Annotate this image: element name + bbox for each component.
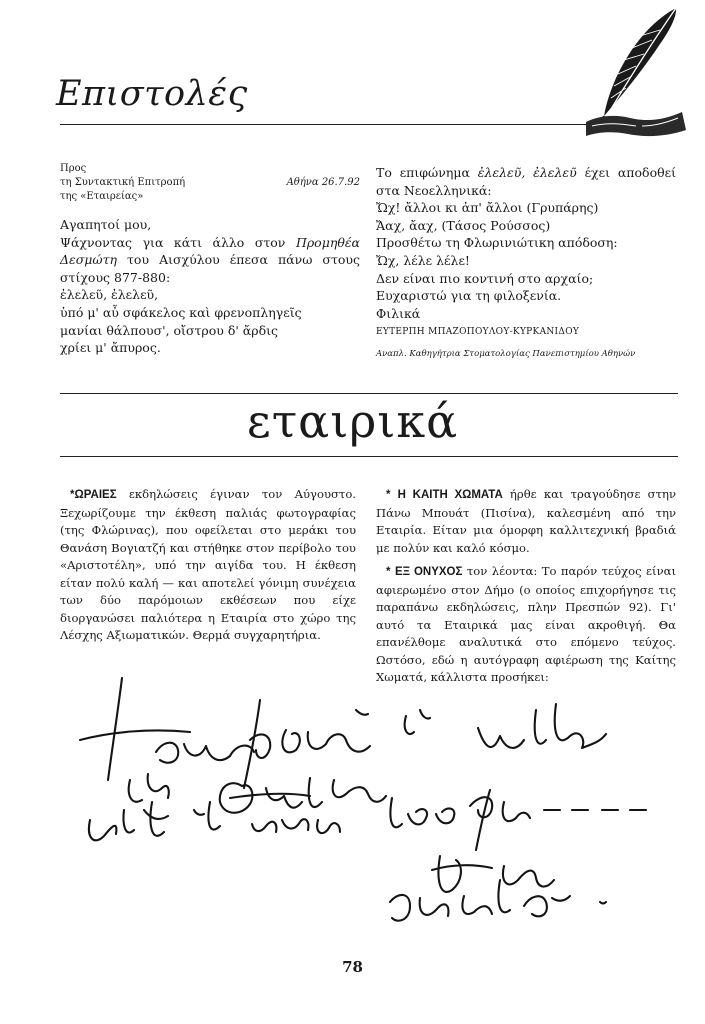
- news-column-right: [376, 486, 676, 693]
- section-title: εταιρικά: [246, 394, 459, 448]
- letter-line: Ὤχ! ἄλλοι κι ἀπ' ἄλλοι (Γρυπάρης): [376, 200, 599, 216]
- quote-line: χρίει μ' ἄπυρος.: [60, 340, 161, 356]
- signature-name: ΕΥΤΕΡΠΗ ΜΠΑΖΟΠΟΥΛΟΥ-ΚΥΡΚΑΝΙΔΟΥ: [376, 327, 580, 338]
- news-column-left: [60, 486, 356, 651]
- letter-paragraph: Το επιφώνημα ἐλελεῦ, ἐλελεῦ έχει αποδοθεί στα Νεοελληνικά:: [376, 165, 676, 198]
- quote-line: μανίαι θάλπουσ', οἴστρου δ' ἄρδις: [60, 322, 278, 338]
- quill-pen-icon: [578, 4, 688, 142]
- addressee-line: της «Εταιρείας»: [60, 191, 144, 202]
- letter-line: Δεν είναι πιο κοντινή στο αρχαίο;: [376, 270, 594, 286]
- quote-line: ἐλελεῦ, ἐλελεῦ,: [60, 287, 159, 303]
- letter-line: Ὤχ, λέλε λέλε!: [376, 252, 470, 268]
- letter-line: Ευχαριστώ για τη φιλοξενία.: [376, 288, 562, 304]
- letter-line: Ἄαχ, ἄαχ, (Τάσος Ρούσσος): [376, 217, 551, 233]
- letter-body-left: [60, 216, 360, 357]
- section-rule-bottom: [60, 456, 678, 457]
- handwritten-dedication: [60, 670, 670, 940]
- news-item: *ΩΡΑΙΕΣ εκδηλώσεις έγιναν τον Αύγουστο. Ξεχωρίζουμε την έκθεση παλιάς φωτογραφίας (της Φλώρινας), που οφείλεται στο μεράκι του Θανάση Βογιατζή και στήθηκε στον περίβολο του «Αριστοτέλη», υπό την αιγίδα του. Η έκθεση είταν πολύ καλή — και αποτελεί γόνιμη συνέχεια των δύο παρόμοιων εκθέσεων που είχε διοργανώσει παλιότερα η Εταιρία στο χώρο της Λέσχης Αξιωματικών. Θερμά συγχαρητήρια.: [60, 487, 356, 642]
- signature-role: Αναπλ. Καθηγήτρια Στοματολογίας Πανεπιστημίου Αθηνών: [376, 348, 636, 359]
- letter-body-right: [376, 164, 676, 364]
- news-item: * Η ΚΑΙΤΗ ΧΩΜΑΤΑ ήρθε και τραγούδησε στην Πάνω Μπουάτ (Πισίνα), καλεσμένη από την Εταιρία. Είταν μια όμορφη καλλιτεχνική βραδιά με πολύν και καλό κόσμο.: [376, 487, 676, 555]
- letter-line: Προσθέτω τη Φλωρινιώτικη απόδοση:: [376, 235, 618, 251]
- header-rule: [60, 124, 620, 125]
- quote-line: ὑπό μ' αὖ σφάκελος καὶ φρενοπληγεῖς: [60, 304, 302, 320]
- addressee-line: τη Συντακτική Επιτροπή: [60, 177, 186, 188]
- addressee-line: Προς: [60, 163, 87, 174]
- letter-date: Αθήνα 26.7.92: [286, 177, 360, 188]
- letter-paragraph: Ψάχνοντας για κάτι άλλο στον Προμηθέα Δεσμώτη του Αισχύλου έπεσα πάνω στους στίχους 877-880:: [60, 234, 360, 285]
- letter-salutation: Αγαπητοί μου,: [60, 217, 152, 232]
- news-item: * ΕΞ ΟΝΥΧΟΣ τον λέοντα: Το παρόν τεύχος είναι αφιερωμένο στον Δήμο (ο οποίος επιχορήγησε τις παραπάνω εκδηλώσεις, πλην Πρεσπών 92). Γι' αυτό τα Εταιρικά μας είναι ακροθιγή. Θα επανέλθομε αναλυτικά στο επόμενο τεύχος. Ωστόσο, εδώ η αυτόγραφη αφιέρωση της Καίτης Χωματά, κάλλιστα προσήκει:: [376, 564, 676, 684]
- page-title: Επιστολές: [56, 74, 248, 114]
- page-number: 78: [342, 958, 363, 976]
- letter-addressee: [60, 162, 220, 204]
- letter-line: Φιλικά: [376, 305, 421, 321]
